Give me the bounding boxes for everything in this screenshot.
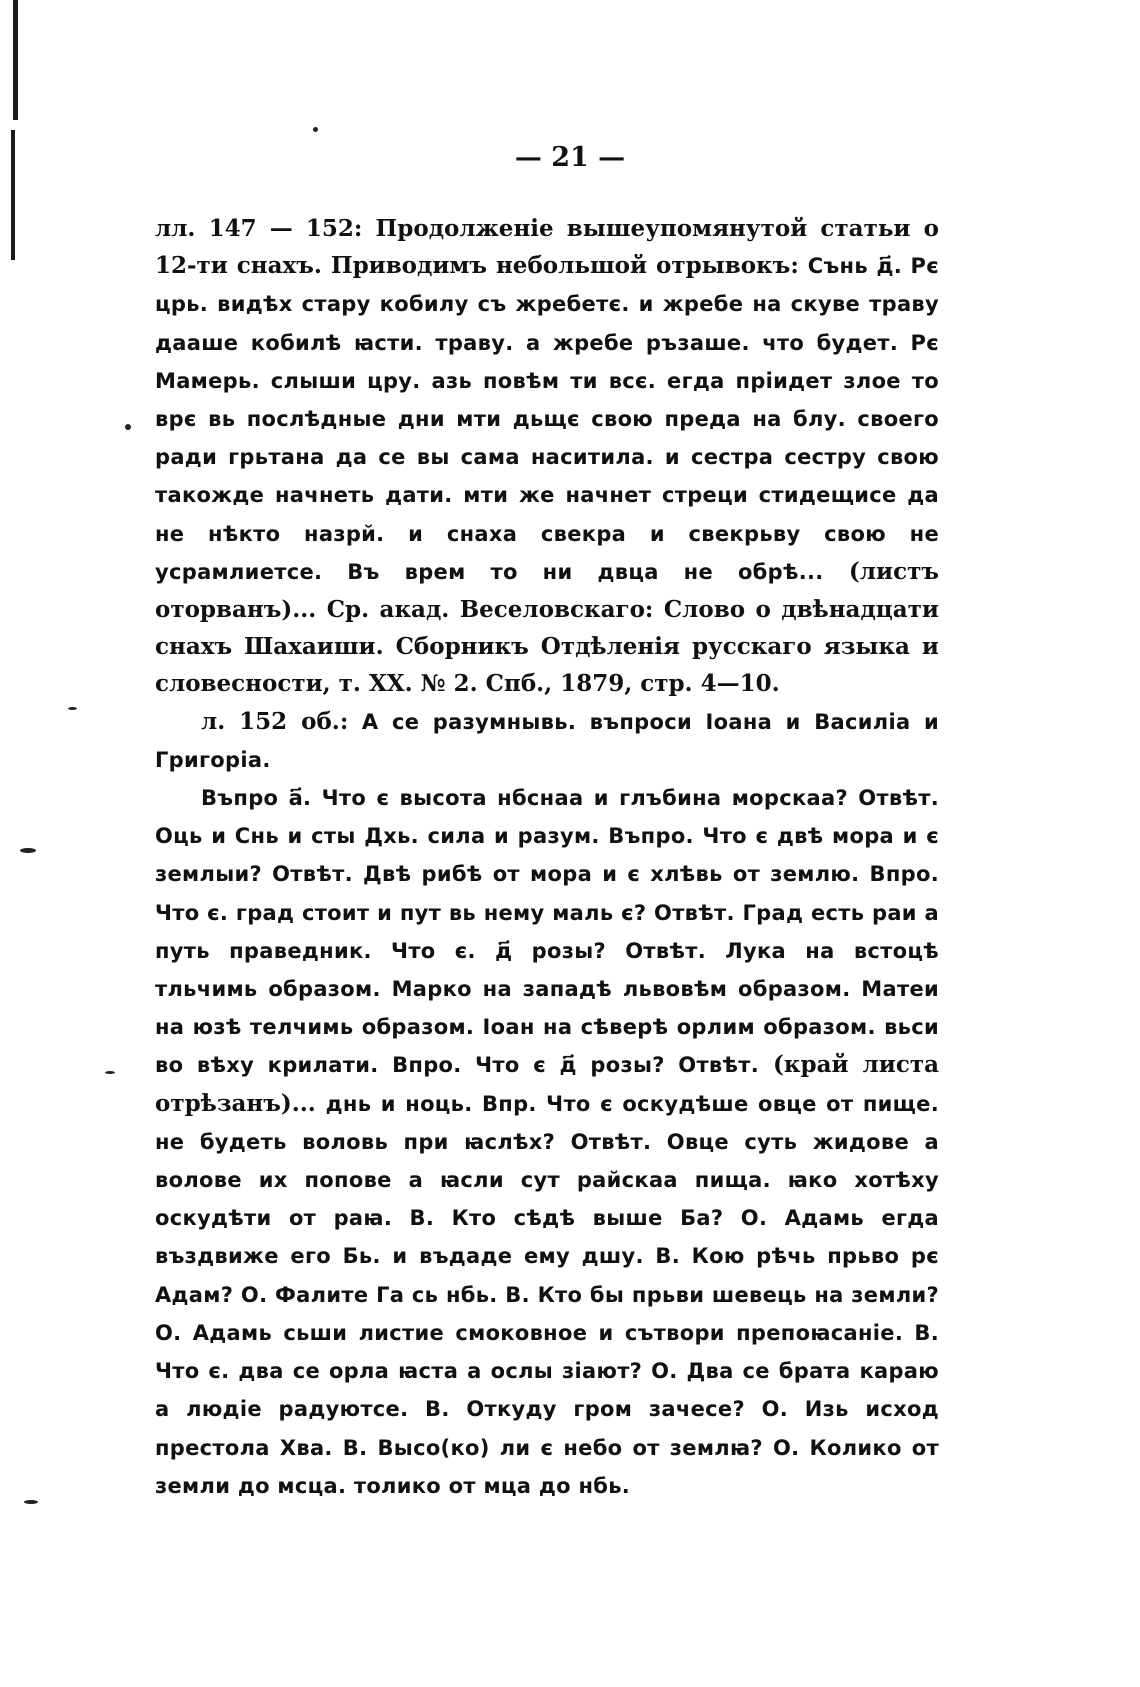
paragraph-intro: Продолженіе вышеупомянутой статьи о 12-ти снахъ. Приводимъ небольшой отрывокъ: (155, 215, 939, 280)
paragraph-3 (155, 779, 939, 1505)
folio-reference: лл. 147 — 152: (155, 215, 363, 242)
church-slavonic-quote: днь и ноць. Впр. Что є оскудѣше овце от пище. не будеть воловь при ꙗслѣх? Отвѣт. Овце суть жидове а волове их попове а ꙗсли сут райскаа пища. ꙗко хотѣху оскудѣти от раꙗ. В. Кто сѣдѣ выше Ба? О. Адамь егда въздвиже его Бь. и въдаде ему дшу. В. Кою рѣчь прьво рє Адам? О. Фалите Га сь нбь. В. Кто бы прьви шевець на земли? О. Адамь сьши листие смоковное и сътвори препоꙗсаніе. В. Что є. два се орла ꙗста а ослы зіают? О. Два се брата караю а людіе радуютсе. В. Откуду гром зачесе? О. Изь исход престола Хва. В. Высо(ко) ли є небо от землꙗ? О. Колико от земли до мсца. толико от мца до нбь. (155, 1091, 939, 1498)
church-slavonic-quote: А се разумнывь. въпроси Іоана и Василіа и Григоріа. (155, 709, 939, 772)
scan-speck (68, 707, 77, 710)
scan-speck (105, 1071, 115, 1074)
paragraph-2 (155, 703, 939, 779)
scan-speck (24, 1500, 38, 1504)
scan-speck (125, 424, 131, 430)
paragraph-outro: (листъ оторванъ)... Ср. акад. Веселовскаго: Слово о двѣнадцати снахъ Шахаиши. Сборникъ Отдѣленія русскаго языка и словесности, т. XX. № 2. Спб., 1879, стр. 4—10. (155, 557, 939, 698)
church-slavonic-quote: Сънь д҃. Рє црь. видѣх стару кобилу съ жребетє. и жребе на скуве траву дааше кобилѣ ꙗсти. траву. а жребе ръзаше. что будет. Рє Мамерь. слыши цру. азь повѣм ти всє. егда пріидет злое то врє вь послѣдные дни мти дьщє свою преда на блу. своего ради грьтана да се вы сама наситила. и сестра сестру свою такожде начнеть дати. мти же начнет стреци стидещисе да не нѣкто назрй. и снаха свекра и свекрьву свою не усрамлиетсе. Въ врем то ни двца не обрѣ... (155, 254, 939, 584)
folio-reference: л. 152 об.: (201, 707, 349, 735)
scan-edge-mark-top (13, 0, 18, 120)
scan-speck (20, 848, 36, 853)
page-body (155, 210, 939, 1505)
scan-speck (313, 127, 318, 132)
page-number: — 21 — (514, 142, 626, 173)
paragraph-1 (155, 210, 939, 703)
editorial-note: (край листа отрѣзанъ)... (155, 1051, 939, 1117)
church-slavonic-quote: Въпро а҃. Что є высота нбснаа и глъбина морскаа? Отвѣт. Оць и Снь и сты Дхь. сила и разум. Въпро. Что є двѣ мора и є землыи? Отвѣт. Двѣ рибѣ от мора и є хлѣвь от землю. Впро. Что є. град стоит и пут вь нему маль є? Отвѣт. Град есть раи а путь праведник. Что є. д҃ розы? Отвѣт. Лука на встоцѣ тльчимь образом. Марко на западѣ львовѣм образом. Матеи на юзѣ телчимь образом. Іоан на сѣверѣ орлим образом. вьси во вѣху крилати. Впро. Что є д҃ розы? Отвѣт. (155, 786, 939, 1078)
